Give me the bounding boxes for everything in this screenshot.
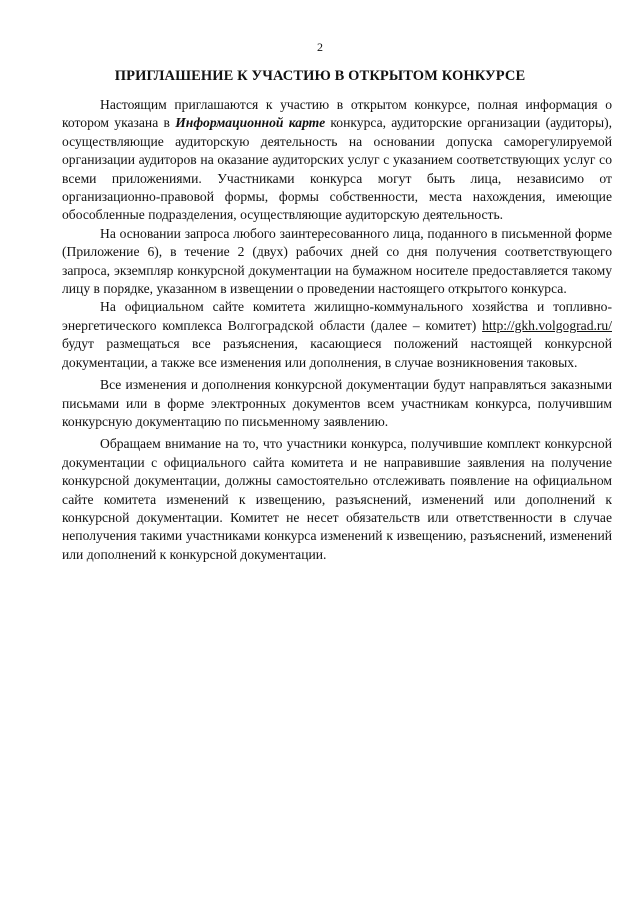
official-site-link[interactable]: http://gkh.volgograd.ru/: [482, 317, 612, 333]
document-body: [62, 96, 612, 564]
paragraph-request: На основании запроса любого заинтересованного лица, поданного в письменной форме (Приложение 6), в течение 2 (двух) рабочих дней со дня получения соответствующего запроса, экземпляр конкурсной документации на бумажном носителе предоставляется такому лицу в порядке, указанном в извещении о проведении настоящего открытого конкурса.: [62, 225, 612, 297]
document-title: ПРИГЛАШЕНИЕ К УЧАСТИЮ В ОТКРЫТОМ КОНКУРСЕ: [114, 68, 526, 84]
page-number: 2: [317, 40, 323, 54]
paragraph-official-site: [62, 298, 612, 372]
paragraph-invitation: [62, 96, 612, 225]
information-card-emphasis: Информационной карте: [175, 115, 326, 131]
paragraph-invitation-text-start: Настоящим приглашаются к участию в открытом конкурсе, полная информация о котором указана в: [62, 97, 612, 131]
paragraph-changes: Все изменения и дополнения конкурсной документации будут направляться заказными письмами или в форме электронных документов всем участникам конкурса, получившим конкурсную документацию по письменному заявлению.: [62, 377, 612, 429]
paragraph-invitation-text-end: конкурса, аудиторские организации (аудиторы), осуществляющие аудиторскую деятельность на основании допуска саморегулируемой организации аудиторов на оказание аудиторских услуг с указанием соответствующих услуг со всеми приложениями. Участниками конкурса могут быть лица, независимо от организационно-правовой формы, формы собственности, места нахождения, имеющие обособленные подразделения, осуществляющие аудиторскую деятельность.: [62, 115, 612, 223]
paragraph-attention: Обращаем внимание на то, что участники конкурса, получившие комплект конкурсной документации с официального сайта комитета и не направившие заявления на получение конкурсной документации, должны самостоятельно отслеживать появление на официальном сайте комитета изменений к извещению, разъяснений, изменений или дополнений к конкурсной документации. Комитет не несет обязательств или ответственности в случае неполучения такими участниками конкурса изменений к извещению, разъяснений, изменений или дополнений к конкурсной документации.: [62, 436, 612, 562]
paragraph-official-site-text-end: будут размещаться все разъяснения, касающиеся положений настоящей конкурсной документации, а также все изменения или дополнения, в случае возникновения таковых.: [62, 336, 612, 370]
paragraph-official-site-text-start: На официальном сайте комитета жилищно-коммунального хозяйства и топливно-энергетического комплекса Волгоградской области (далее – комитет): [62, 299, 612, 333]
